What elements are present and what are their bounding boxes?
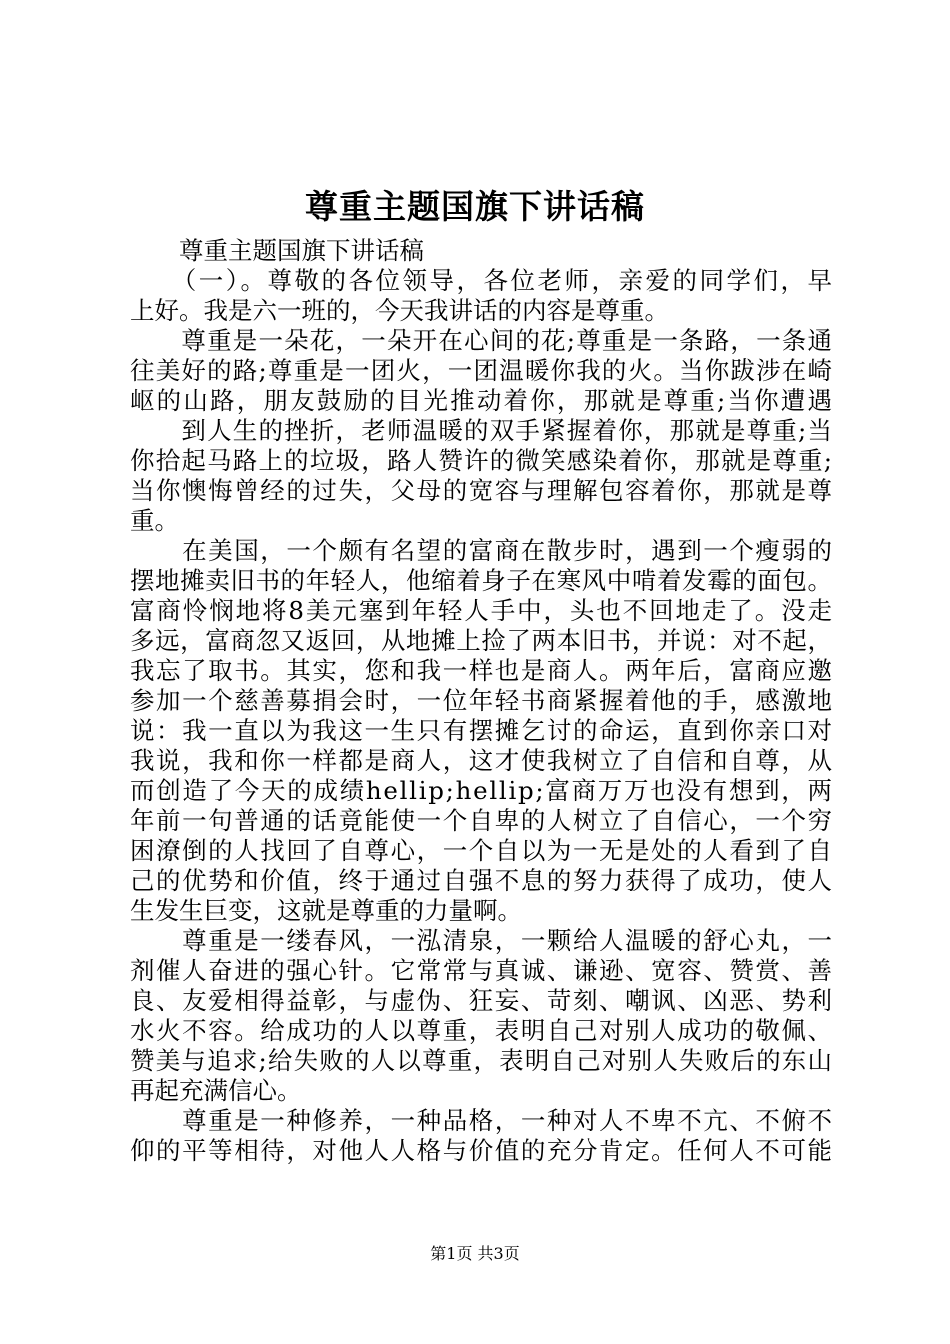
body-text-line: 尊重是一缕春风，一泓清泉，一颗给人温暖的舒心丸，一 [130, 926, 834, 955]
body-text-line: 在美国，一个颇有名望的富商在散步时，遇到一个瘦弱的 [130, 536, 834, 565]
body-text-line: 上好。我是六一班的，今天我讲话的内容是尊重。 [130, 296, 669, 325]
body-text-line: 赞美与追求;给失败的人以尊重，表明自己对别人失败后的东山 [130, 1046, 834, 1075]
page-footer: 第1页 共3页 [430, 1244, 520, 1263]
body-text-line: 重。 [130, 506, 179, 535]
body-text-line: 良、友爱相得益彰，与虚伪、狂妄、苛刻、嘲讽、凶恶、势利 [130, 986, 834, 1015]
body-text-line: 而创造了今天的成绩hellip;hellip;富商万万也没有想到，两 [130, 776, 834, 805]
body-text-line: 参加一个慈善募捐会时，一位年轻书商紧握着他的手，感激地 [130, 686, 834, 715]
body-text-line: 多远，富商忽又返回，从地摊上捡了两本旧书，并说：对不起， [130, 626, 833, 655]
body-text-line: 往美好的路;尊重是一团火，一团温暖你我的火。当你跋涉在崎 [130, 356, 834, 385]
body-text-line: 剂催人奋进的强心针。它常常与真诚、谦逊、宽容、赞赏、善 [130, 956, 834, 985]
body-text-line: 困潦倒的人找回了自尊心，一个自以为一无是处的人看到了自 [130, 836, 834, 865]
body-text-line: 尊重是一种修养，一种品格，一种对人不卑不亢、不俯不 [130, 1106, 834, 1135]
body-text-line: 己的优势和价值，终于通过自强不息的努力获得了成功，使人 [130, 866, 834, 895]
body-text-line: 水火不容。给成功的人以尊重，表明自己对别人成功的敬佩、 [130, 1016, 834, 1045]
body-text-line: 说：我一直以为我这一生只有摆摊乞讨的命运，直到你亲口对 [130, 716, 834, 745]
body-text-line: 我忘了取书。其实，您和我一样也是商人。两年后，富商应邀 [130, 656, 834, 685]
body-text-line: 摆地摊卖旧书的年轻人，他缩着身子在寒风中啃着发霉的面包。 [130, 566, 833, 595]
page-title: 尊重主题国旗下讲话稿 [305, 187, 645, 226]
body-text-line: 到人生的挫折，老师温暖的双手紧握着你，那就是尊重;当 [130, 416, 834, 445]
body-text-line: 岖的山路，朋友鼓励的目光推动着你，那就是尊重;当你遭遇 [130, 386, 835, 415]
body-text-line: （一）。尊敬的各位领导，各位老师，亲爱的同学们，早 [130, 266, 835, 295]
body-text-line: 你拾起马路上的垃圾，路人赞许的微笑感染着你，那就是尊重; [130, 446, 834, 475]
body-text-line: 我说，我和你一样都是商人，这才使我树立了自信和自尊，从 [130, 746, 834, 775]
body-text-line: 仰的平等相待，对他人人格与价值的充分肯定。任何人不可能 [130, 1136, 834, 1165]
body-text-line: 年前一句普通的话竟能使一个自卑的人树立了自信心，一个穷 [130, 806, 834, 835]
body-text-line: 再起充满信心。 [130, 1076, 302, 1105]
document-body [130, 236, 835, 1166]
body-text-line: 当你懊悔曾经的过失，父母的宽容与理解包容着你，那就是尊 [130, 476, 834, 505]
body-text-line: 尊重是一朵花，一朵开在心间的花;尊重是一条路，一条通 [130, 326, 834, 355]
body-text-line: 尊重主题国旗下讲话稿 [130, 236, 424, 265]
body-text-line: 富商怜悯地将8美元塞到年轻人手中，头也不回地走了。没走 [130, 596, 834, 625]
body-text-line: 生发生巨变，这就是尊重的力量啊。 [130, 896, 522, 925]
